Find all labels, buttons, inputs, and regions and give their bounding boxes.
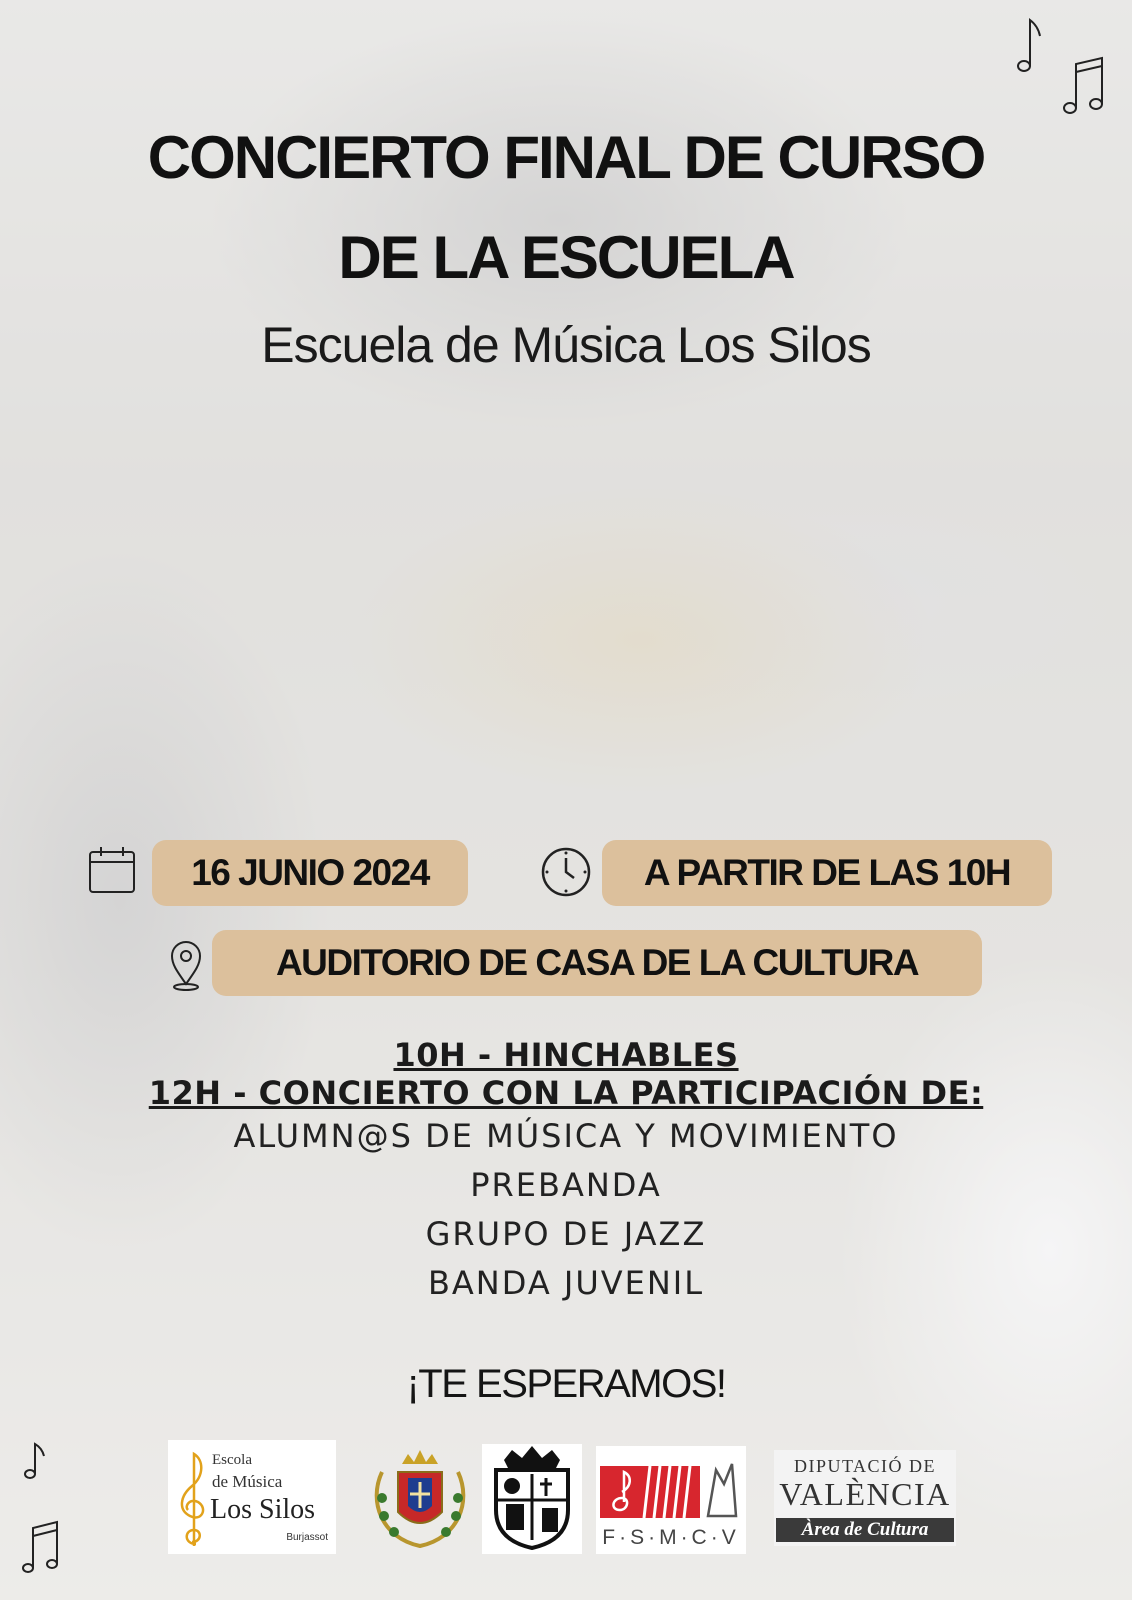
burjassot-crest [482,1444,582,1554]
diputacio-line-1: DIPUTACIÓ DE [793,1456,937,1476]
treble-clef-icon [174,1446,214,1550]
escola-line-1: Escola [212,1452,252,1468]
city-crest-icon [482,1444,582,1554]
music-note-icon [1012,8,1122,118]
program-item-concert: 12H - CONCIERTO CON LA PARTICIPACIÓN DE: [148,1074,984,1112]
program-group: BANDA JUVENIL [427,1264,705,1302]
title-line-2: DE LA ESCUELA [338,224,794,291]
event-time-badge [602,840,1052,906]
escola-line-4: Burjassot [286,1532,328,1543]
escola-musica-logo [168,1440,336,1554]
program-group: PREBANDA [470,1166,662,1204]
program-list [0,1036,1132,1308]
program-group: ALUMN@S DE MÚSICA Y MOVIMIENTO [233,1117,899,1155]
fsmcv-logo [596,1446,746,1554]
program-item-inflatables: 10H - HINCHABLES [393,1036,739,1074]
call-to-action: ¡TE ESPERAMOS! [406,1362,726,1406]
music-staff-icon [600,1466,700,1518]
diputacio-line-3: Àrea de Cultura [776,1518,954,1542]
diputacio-valencia-logo [774,1450,956,1546]
event-venue: AUDITORIO DE CASA DE LA CULTURA [275,942,919,983]
calendar-icon [88,846,138,896]
music-note-icon [20,1436,70,1586]
location-pin-icon [168,940,204,992]
event-time: A PARTIR DE LAS 10H [643,852,1011,893]
event-date-badge [152,840,468,906]
bird-mark-icon [702,1460,742,1520]
school-subtitle: Escuela de Música Los Silos [261,317,871,373]
diputacio-line-2: VALÈNCIA [779,1476,951,1512]
agrupacio-musical-crest [368,1442,472,1554]
program-group: GRUPO DE JAZZ [425,1215,707,1253]
fsmcv-label: F·S·M·C·V [602,1526,740,1549]
escola-line-2: de Música [212,1472,283,1491]
escola-line-3: Los Silos [210,1494,316,1525]
title-line-1: CONCIERTO FINAL DE CURSO [147,124,985,191]
event-date: 16 JUNIO 2024 [191,852,429,893]
clock-icon [540,846,592,898]
event-venue-badge [212,930,982,996]
